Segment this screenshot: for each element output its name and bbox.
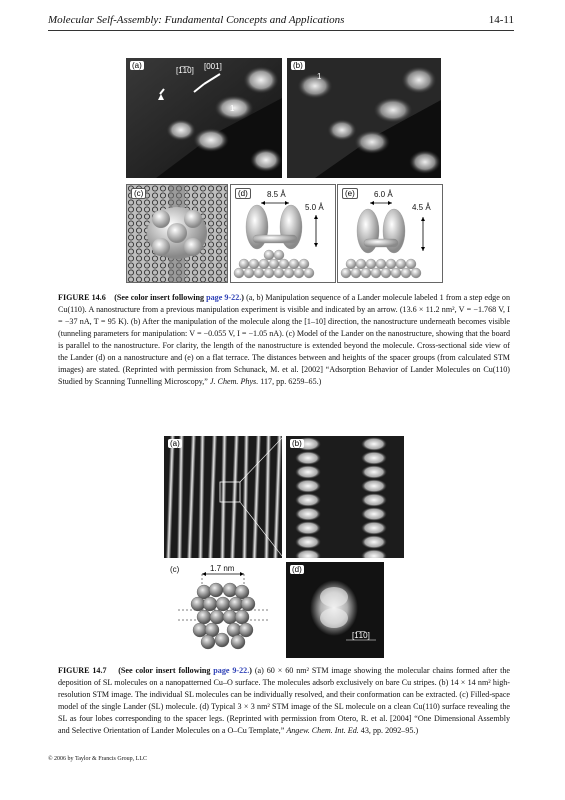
- stm-image-b: [287, 58, 441, 178]
- height-measure-d: 5.0 Å: [305, 203, 324, 212]
- fig14-6-panel-e: [337, 184, 443, 283]
- journal-name-7: Angew. Chem. Int. Ed.: [286, 726, 359, 735]
- header-rule: [48, 30, 514, 31]
- caption-body: (a, b) Manipulation sequence of a Lander molecule labeled 1 from a step edge on Cu(110). A nanostructure from a previous manipulation experiment is visible and indicated by an arrow. (13.6 × 11.2 nm², V = −1.768 V, I = −37 nA, T = 95 K). (b) After the manipulation of the molecule along the [1–10] direction, the nanostructure underneath becomes visible (tunneling parameters for manipulation: V = −0.055 V, I = −1.05 nA). (c) Model of the Lander on the nanostructure, showing that the board is parallel to the nanostructure. For clarity, the length of the nanostructure is extended beyond the molecule. Cross-sectional side view of the Lander (d) on a nanostructure and (e) on a flat terrace. The distances between and heights of the spacer groups (from calculated STM images) are stated. (Reprinted with permission from Schunack, M. et al. [2002] “Adsorption Behavior of Lander Molecules on Cu(110) Studied by Scanning Tunnelling Microscopy,”: [58, 293, 510, 386]
- fig14-7-panel-c: [164, 562, 282, 658]
- running-header: [48, 14, 514, 30]
- fig14-6-panel-b: [287, 58, 441, 178]
- panel-label-c: (c): [131, 188, 146, 199]
- running-title: Molecular Self-Assembly: Fundamental Concepts and Applications: [48, 14, 345, 26]
- stm-image-chains: [286, 436, 404, 558]
- stm-image-a: [126, 58, 282, 178]
- lattice-model-c: [127, 185, 227, 282]
- panel-label-e: (e): [342, 188, 358, 199]
- stm-image-single-molecule: [286, 562, 384, 658]
- fig14-6-panel-c: [126, 184, 228, 283]
- figure-14-7-caption: [58, 665, 510, 737]
- molecule-label-1-b: 1: [317, 72, 322, 81]
- figure-14-6-caption: [58, 292, 510, 388]
- caption-citation: 117, pp. 6259–65.): [258, 377, 322, 386]
- cross-section-e: [338, 185, 442, 282]
- stm-image-stripes: [164, 436, 282, 558]
- fig14-7-panel-d: [286, 562, 384, 658]
- space-filling-model: [164, 562, 282, 658]
- copyright-footer: © 2006 by Taylor & Francis Group, LLC: [48, 756, 148, 762]
- see-color-insert: (See color insert following page 9-22.): [114, 293, 244, 302]
- fig14-6-panel-a: [126, 58, 282, 178]
- figure-label-7: FIGURE 14.7: [58, 666, 107, 675]
- caption-body-7: (a) 60 × 60 nm² STM image showing the molecular chains formed after the deposition of SL molecules on a nanopatterned Cu–O surface. The molecules adsorb exclusively on bare Cu stripes. (b) 14 × 14 nm² high-resolution STM image. The individual SL molecules can be individually resolved, and their conformation can be extracted. (c) Filled-space model of the single Lander (SL) molecule. (d) Typical 3 × 3 nm² STM image of the SL molecule on a clean Cu(110) surface revealing the SL as four lobes corresponding to the spacer legs. (Reprinted with permission from Otero, R. et al. [2004] “One Dimensional Assembly and Selective Orientation of Lander Molecules on a O–Cu Template,”: [58, 666, 510, 735]
- cross-section-d: [231, 185, 335, 282]
- length-measure: 1.7 nm: [210, 564, 235, 573]
- fig14-7-label-d: (d): [292, 565, 302, 574]
- panel-label-b: (b): [293, 61, 303, 70]
- fig14-7-panel-a: [164, 436, 282, 558]
- width-measure-d: 8.5 Å: [267, 190, 286, 199]
- direction-label-d: [1̅1̅0]: [352, 631, 370, 640]
- fig14-7-label-b: (b): [292, 439, 302, 448]
- fig14-7-label-c: (c): [170, 565, 180, 574]
- fig14-7-panel-b: [286, 436, 404, 558]
- page-number: 14-11: [488, 14, 514, 26]
- direction-label-001: [001]: [204, 62, 222, 71]
- direction-label-110: [1̅1̅0]: [176, 66, 194, 75]
- molecule-label-1: 1: [230, 104, 235, 113]
- page-link-7[interactable]: page 9-22.: [213, 666, 250, 675]
- journal-name: J. Chem. Phys.: [209, 377, 259, 386]
- page-link[interactable]: page 9-22.: [206, 293, 242, 302]
- height-measure-e: 4.5 Å: [412, 203, 431, 212]
- caption-citation-7: 43, pp. 2092–95.): [358, 726, 419, 735]
- figure-label: FIGURE 14.6: [58, 293, 106, 302]
- see-color-insert-7: (See color insert following page 9-22.): [118, 666, 252, 675]
- fig14-6-panel-d: [230, 184, 336, 283]
- fig14-7-label-a: (a): [170, 439, 180, 448]
- panel-label-d: (d): [235, 188, 251, 199]
- width-measure-e: 6.0 Å: [374, 190, 393, 199]
- panel-label-a: (a): [132, 61, 142, 70]
